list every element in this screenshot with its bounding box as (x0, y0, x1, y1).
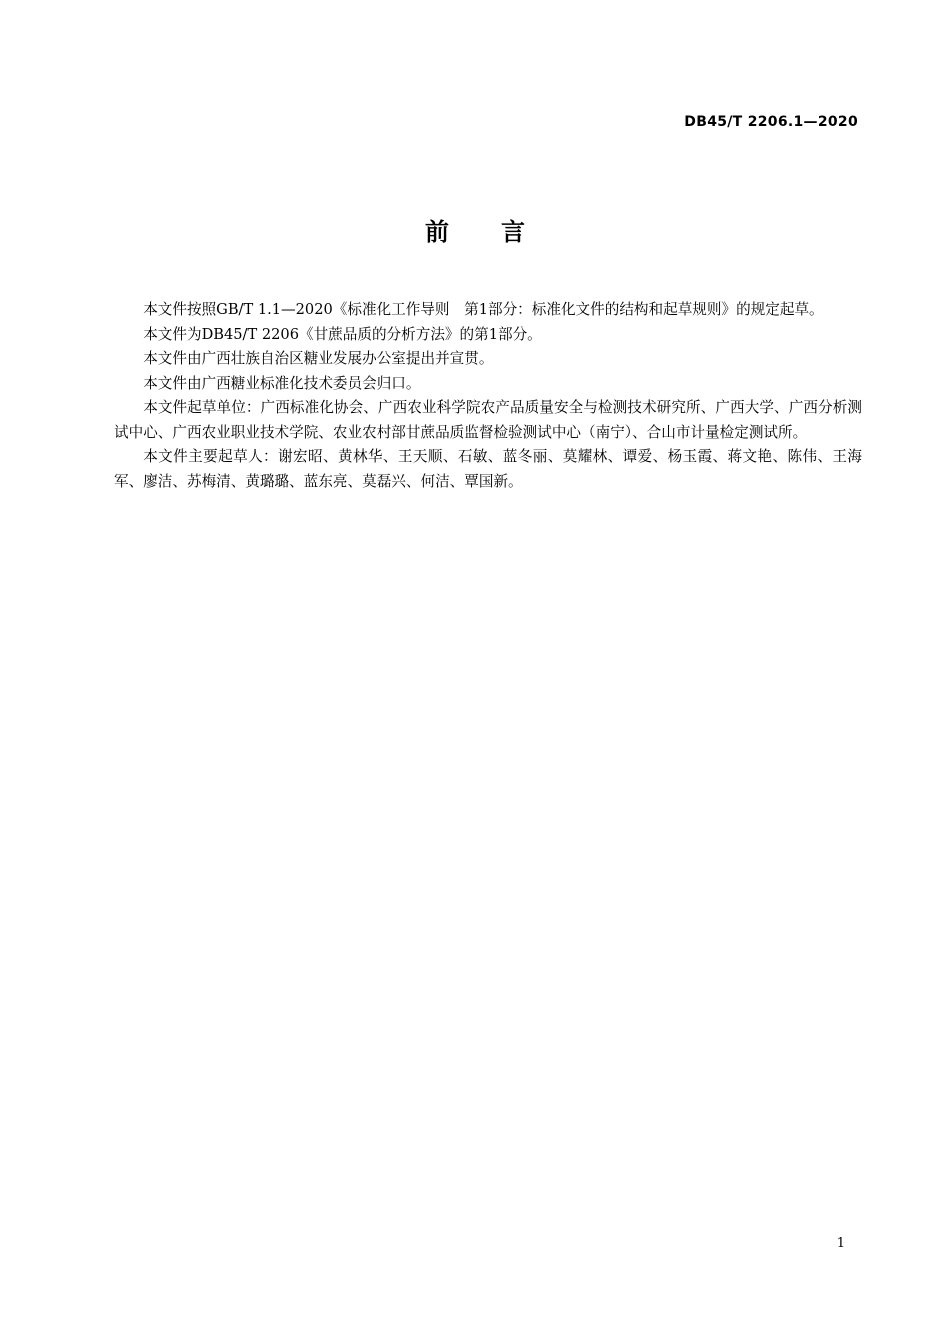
page-title: 前言 (425, 218, 577, 246)
paragraph-drafting-units: 本文件起草单位：广西标准化协会、广西农业科学院农产品质量安全与检测技术研究所、广西大学、广西分析测试中心、广西农业职业技术学院、农业农村部甘蔗品质监督检验测试中心（南宁）、合山市计量检定测试所。 (114, 399, 862, 441)
foreword-body (114, 298, 862, 494)
paragraph-part-info: 本文件为DB45/T 2206《甘蔗品质的分析方法》的第1部分。 (143, 325, 542, 343)
paragraph-proposer: 本文件由广西壮族自治区糖业发展办公室提出并宣贯。 (143, 350, 494, 367)
paragraph-drafters: 本文件主要起草人：谢宏昭、黄林华、王天顺、石敏、蓝冬丽、莫耀林、谭爱、杨玉霞、蒋文艳、陈伟、王海军、廖洁、苏梅清、黄璐璐、蓝东亮、莫磊兴、何洁、覃国新。 (114, 448, 862, 490)
page-number: 1 (836, 1236, 845, 1251)
paragraph-centralized: 本文件由广西糖业标准化技术委员会归口。 (143, 374, 421, 392)
paragraph-drafting-rules: 本文件按照GB/T 1.1—2020《标准化工作导则 第1部分：标准化文件的结构和起草规则》的规定起草。 (143, 301, 824, 318)
document-code: DB45/T 2206.1—2020 (684, 114, 858, 130)
